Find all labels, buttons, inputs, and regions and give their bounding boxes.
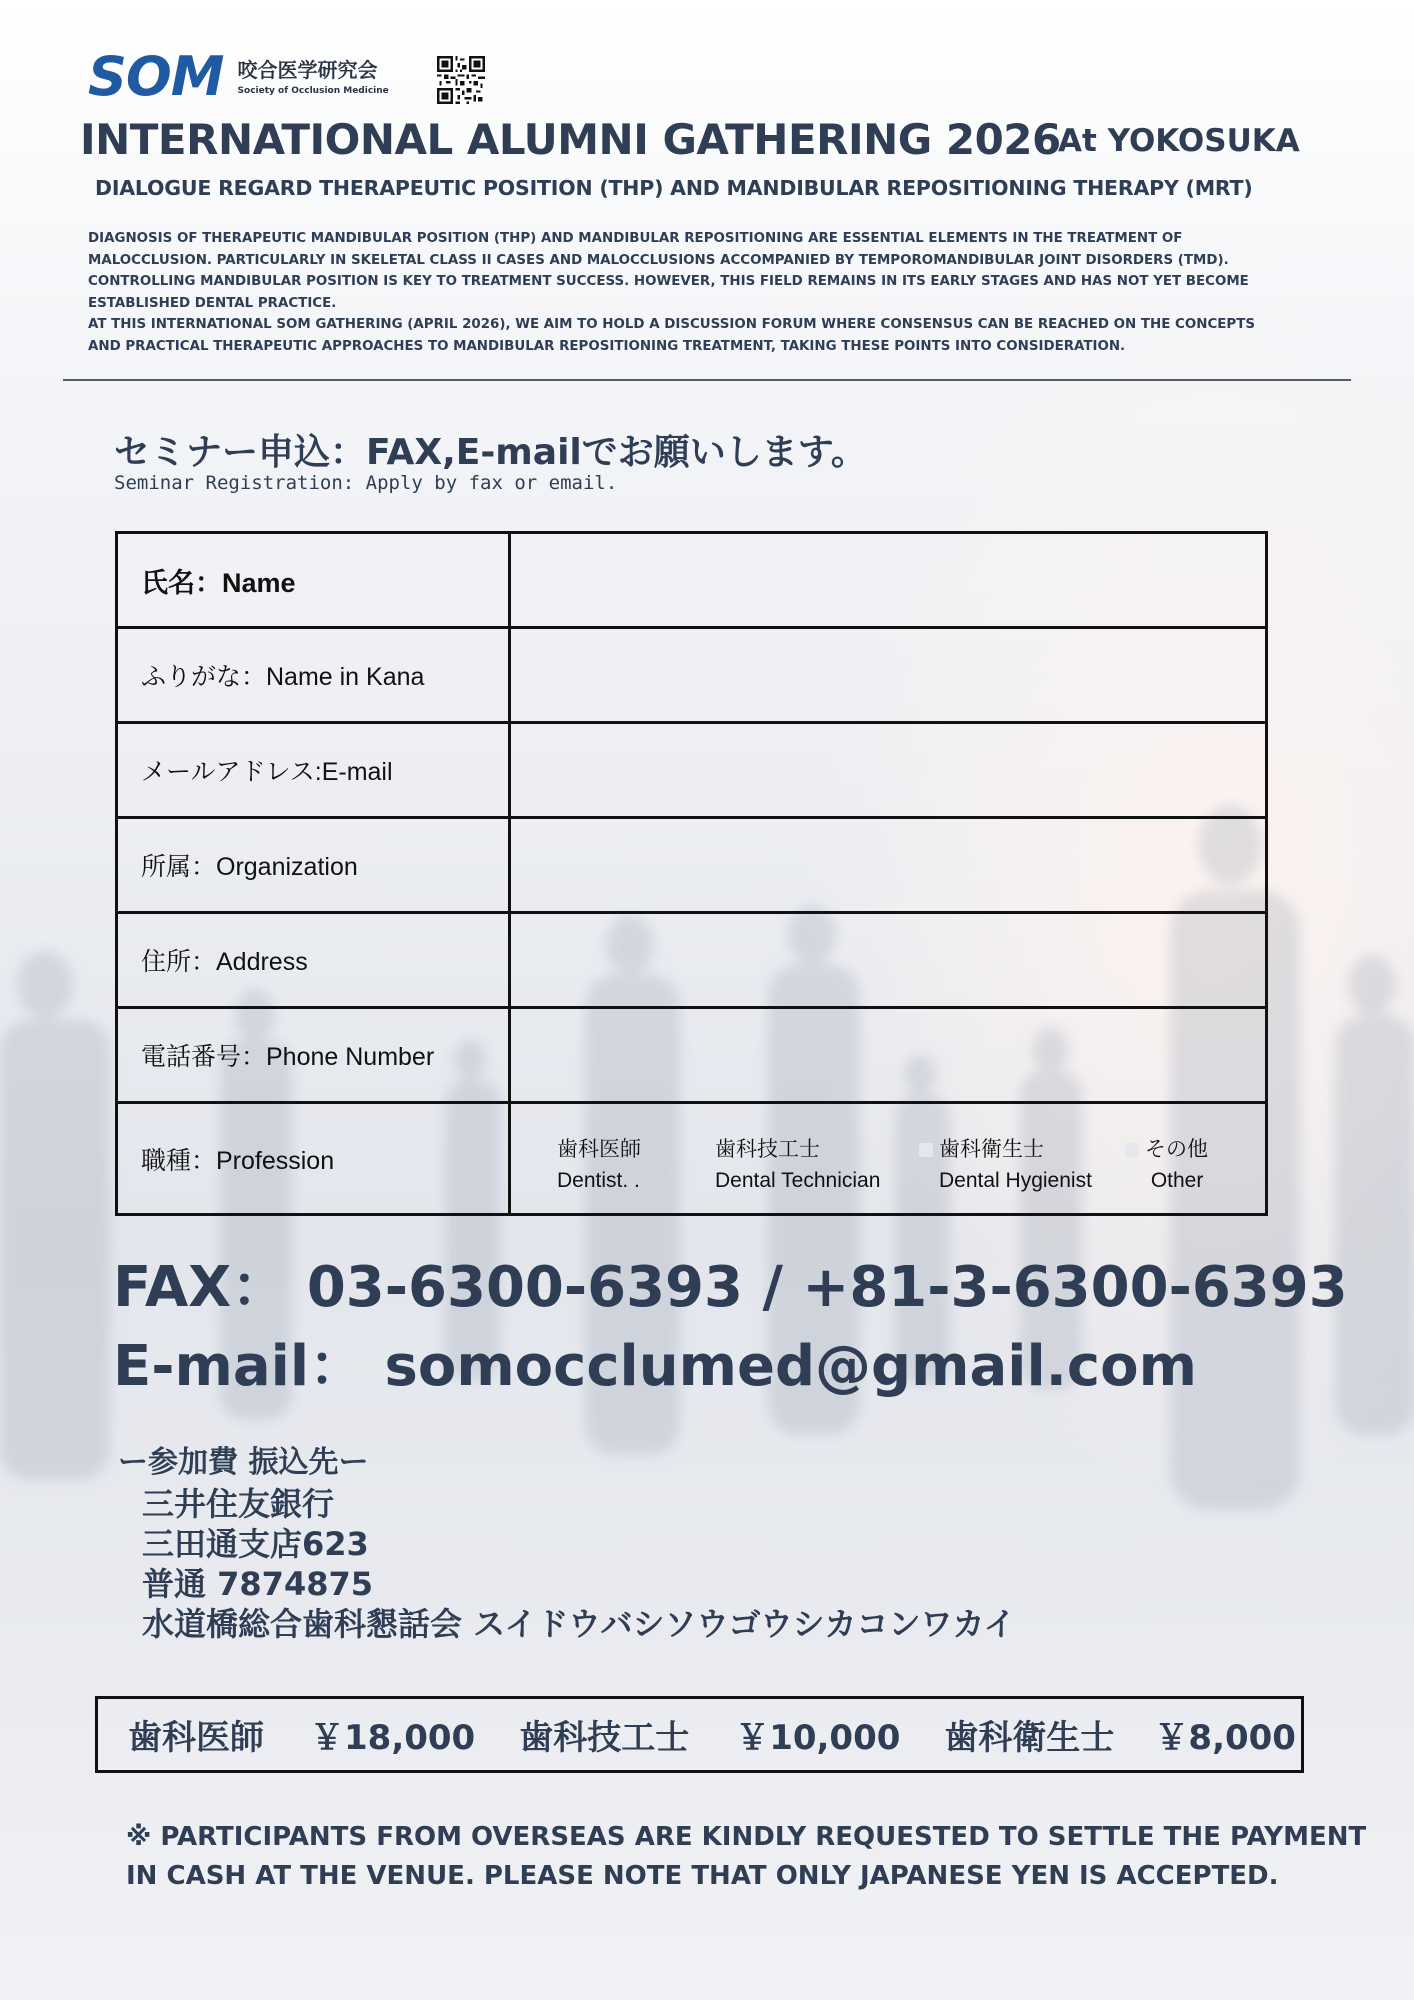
profession-option-other[interactable]	[1125, 1134, 1208, 1196]
fee-hygienist-price: ￥8,000	[1154, 1718, 1296, 1758]
contact-email[interactable]: E-mail： somocclumed@gmail.com	[113, 1334, 1197, 1399]
fee-table	[95, 1696, 1304, 1773]
intro-paragraph	[88, 228, 1338, 357]
form-row-profession	[118, 1104, 1265, 1213]
notice-line: IN CASH AT THE VENUE. PLEASE NOTE THAT ONLY JAPANESE YEN IS ACCEPTED.	[126, 1861, 1279, 1891]
overseas-payment-notice	[126, 1818, 1366, 1896]
fee-dentist-price: ￥18,000	[310, 1718, 476, 1758]
form-row-name	[118, 534, 1265, 629]
form-row-email	[118, 724, 1265, 819]
intro-line: AT THIS INTERNATIONAL SOM GATHERING (APRIL 2026), WE AIM TO HOLD A DISCUSSION FORUM WHERE CONSENSUS CAN BE REACHED ON THE CONCEPTS	[88, 317, 1256, 332]
bank-line: 水道橋総合歯科懇話会 スイドウバシソウゴウシカコンワカイ	[142, 1605, 1016, 1643]
checkbox-icon[interactable]	[695, 1143, 709, 1157]
logo-name-jp: 咬合医学研究会	[237, 58, 378, 82]
fee-technician-price: ￥10,000	[735, 1718, 901, 1758]
fee-dentist-label: 歯科医師	[128, 1718, 264, 1758]
notice-line: ※ PARTICIPANTS FROM OVERSEAS ARE KINDLY REQUESTED TO SETTLE THE PAYMENT	[126, 1822, 1367, 1852]
fee-technician-label: 歯科技工士	[519, 1718, 690, 1758]
section-divider	[63, 379, 1351, 381]
option-label-en: Dentist. .	[557, 1169, 640, 1192]
email-label: メールアドレス:E-mail	[118, 724, 511, 816]
profession-option-technician[interactable]	[695, 1134, 880, 1196]
kana-label: ふりがな：Name in Kana	[118, 629, 511, 721]
profession-label: 職種：Profession	[118, 1104, 511, 1213]
checkbox-icon[interactable]	[1125, 1143, 1139, 1157]
email-field[interactable]	[511, 724, 1265, 816]
qr-code-icon	[437, 56, 485, 104]
address-field[interactable]	[511, 914, 1265, 1006]
option-label-jp: 歯科衛生士	[939, 1138, 1044, 1161]
form-row-organization	[118, 819, 1265, 914]
checkbox-icon[interactable]	[919, 1143, 933, 1157]
event-title: INTERNATIONAL ALUMNI GATHERING 2026	[80, 115, 1061, 164]
name-field[interactable]	[511, 534, 1265, 626]
intro-line: AND PRACTICAL THERAPEUTIC APPROACHES TO MANDIBULAR REPOSITIONING TREATMENT, TAKING THESE POINTS INTO CONSIDERATION.	[88, 338, 1126, 354]
event-subtitle: DIALOGUE REGARD THERAPEUTIC POSITION (THP) AND MANDIBULAR REPOSITIONING THERAPY (MRT)	[95, 176, 1253, 200]
checkbox-icon[interactable]	[537, 1143, 551, 1157]
organization-label: 所属：Organization	[118, 819, 511, 911]
bank-line: 三井住友銀行	[142, 1485, 335, 1523]
option-label-en: Other	[1145, 1169, 1204, 1192]
option-label-en: Dental Hygienist	[939, 1169, 1092, 1192]
fee-hygienist-label: 歯科衛生士	[944, 1718, 1115, 1758]
organization-field[interactable]	[511, 819, 1265, 911]
intro-line: MALOCCLUSION. PARTICULARLY IN SKELETAL CLASS II CASES AND MALOCCLUSIONS ACCOMPANIED BY TEMPOROMANDIBULAR JOINT DISORDERS (TMD).	[88, 252, 1229, 268]
profession-option-dentist[interactable]	[537, 1134, 641, 1196]
intro-line: ESTABLISHED DENTAL PRACTICE.	[88, 295, 337, 311]
form-row-address	[118, 914, 1265, 1009]
option-label-jp: 歯科技工士	[715, 1138, 820, 1161]
phone-label: 電話番号：Phone Number	[118, 1009, 511, 1101]
intro-line: CONTROLLING MANDIBULAR POSITION IS KEY TO TREATMENT SUCCESS. HOWEVER, THIS FIELD REMAINS IN ITS EARLY STAGES AND HAS NOT YET BECOME	[88, 274, 1249, 289]
registration-form	[115, 531, 1268, 1216]
intro-line: DIAGNOSIS OF THERAPEUTIC MANDIBULAR POSITION (THP) AND MANDIBULAR REPOSITIONING ARE ESSENTIAL ELEMENTS IN THE TREATMENT OF	[88, 231, 1183, 246]
option-label-jp: その他	[1145, 1138, 1208, 1161]
bank-details	[142, 1484, 1016, 1644]
logo-name-en: Society of Occlusion Medicine	[237, 86, 389, 96]
name-label: 氏名：Name	[118, 534, 511, 626]
logo	[88, 45, 389, 108]
registration-heading-jp: セミナー申込：FAX,E-mailでお願いします。	[114, 432, 867, 473]
phone-field[interactable]	[511, 1009, 1265, 1101]
profession-option-hygienist[interactable]	[919, 1134, 1092, 1196]
form-row-kana	[118, 629, 1265, 724]
profession-options	[511, 1104, 1265, 1213]
form-row-phone	[118, 1009, 1265, 1104]
bank-heading: ー参加費 振込先ー	[118, 1445, 369, 1480]
address-label: 住所：Address	[118, 914, 511, 1006]
fax-number: FAX： 03-6300-6393 / +81-3-6300-6393	[113, 1255, 1348, 1320]
option-label-en: Dental Technician	[715, 1169, 881, 1192]
bank-line: 普通 7874875	[142, 1565, 374, 1603]
kana-field[interactable]	[511, 629, 1265, 721]
option-label-jp: 歯科医師	[557, 1138, 641, 1161]
registration-heading-en: Seminar Registration: Apply by fax or email.	[114, 472, 618, 494]
bank-line: 三田通支店623	[142, 1525, 369, 1563]
logo-brand: SOM	[88, 45, 224, 108]
event-location: At YOKOSUKA	[1058, 123, 1300, 159]
